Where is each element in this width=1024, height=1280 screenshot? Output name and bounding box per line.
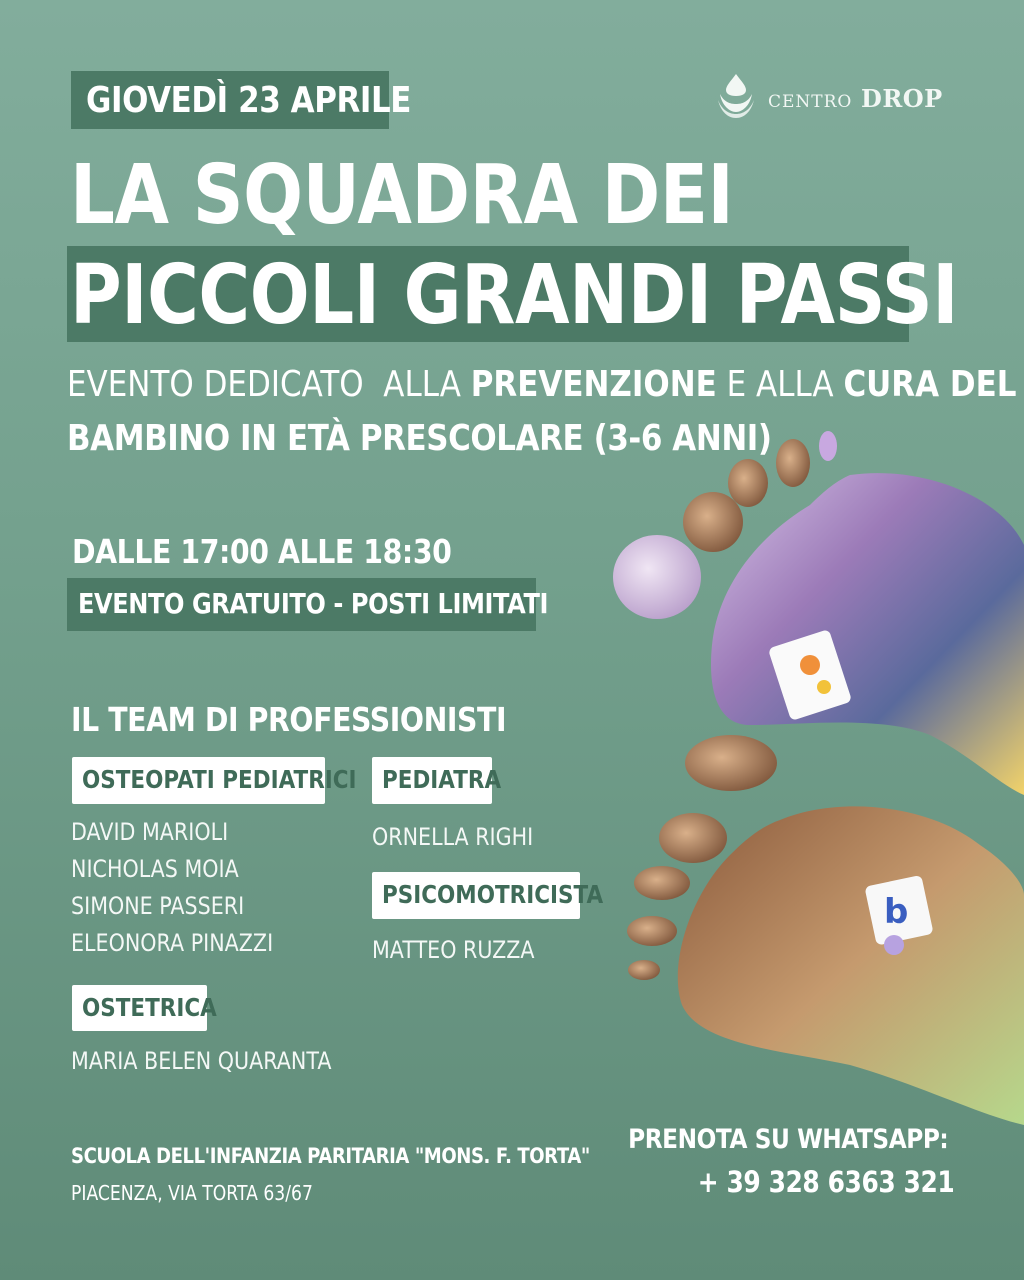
whatsapp-booking-label: PRENOTA SU WHATSAPP: — [627, 1124, 948, 1155]
event-time: DALLE 17:00 ALLE 18:30 — [72, 532, 452, 571]
drop-icon — [716, 72, 756, 120]
subtitle-text-1: EVENTO DEDICATO ALLA — [67, 364, 471, 405]
person-name: MATTEO RUZZA — [372, 936, 535, 964]
toe-6 — [685, 735, 777, 791]
role-label-ostetrica: OSTETRICA — [82, 993, 217, 1022]
role-label-osteopati: OSTEOPATI PEDIATRICI — [82, 765, 357, 794]
team-heading: IL TEAM DI PROFESSIONISTI — [71, 700, 507, 739]
school-address: PIACENZA, VIA TORTA 63/67 — [71, 1181, 313, 1205]
logo-text-light: centro — [768, 85, 853, 113]
toe-2 — [683, 492, 743, 552]
person-name: DAVID MARIOLI — [71, 818, 229, 846]
logo-wordmark — [768, 84, 943, 113]
person-name: ORNELLA RIGHI — [372, 823, 534, 851]
subtitle-text-2: E ALLA — [716, 364, 844, 405]
free-event-label: EVENTO GRATUITO - POSTI LIMITATI — [78, 587, 549, 620]
subtitle-bold-cura: CURA DEL — [843, 364, 1017, 405]
school-name: SCUOLA DELL'INFANZIA PARITARIA "MONS. F. TORTA" — [71, 1144, 590, 1168]
toe-4 — [776, 439, 810, 487]
toe-7 — [659, 813, 727, 863]
title-line-2: PICCOLI GRANDI PASSI — [70, 248, 959, 343]
title-line-1: LA SQUADRA DEI — [70, 148, 734, 243]
toe-5 — [819, 431, 837, 461]
person-name: SIMONE PASSERI — [71, 892, 245, 920]
role-label-pediatra: PEDIATRA — [382, 765, 502, 794]
toe-3 — [728, 459, 768, 507]
event-date: GIOVEDÌ 23 APRILE — [86, 80, 411, 121]
person-name: MARIA BELEN QUARANTA — [71, 1047, 332, 1075]
subtitle-bold-prevenzione: PREVENZIONE — [470, 364, 717, 405]
toe-1 — [613, 535, 701, 619]
whatsapp-phone-number[interactable]: + 39 328 6363 321 — [697, 1165, 954, 1199]
subtitle-line-1 — [67, 364, 1016, 405]
footprint-photo-illustration — [600, 425, 1024, 1125]
role-label-psicomotricista: PSICOMOTRICISTA — [382, 880, 604, 909]
person-name: ELEONORA PINAZZI — [71, 929, 274, 957]
toe-10 — [628, 960, 660, 980]
svg-text:b: b — [884, 892, 909, 932]
subtitle-line-2: BAMBINO IN ETÀ PRESCOLARE (3-6 ANNI) — [67, 418, 772, 459]
toe-8 — [634, 866, 690, 900]
logo-text-bold: DROP — [861, 84, 943, 113]
toe-9 — [627, 916, 677, 946]
person-name: NICHOLAS MOIA — [71, 855, 239, 883]
footprint-sole-bottom — [678, 806, 1024, 1125]
